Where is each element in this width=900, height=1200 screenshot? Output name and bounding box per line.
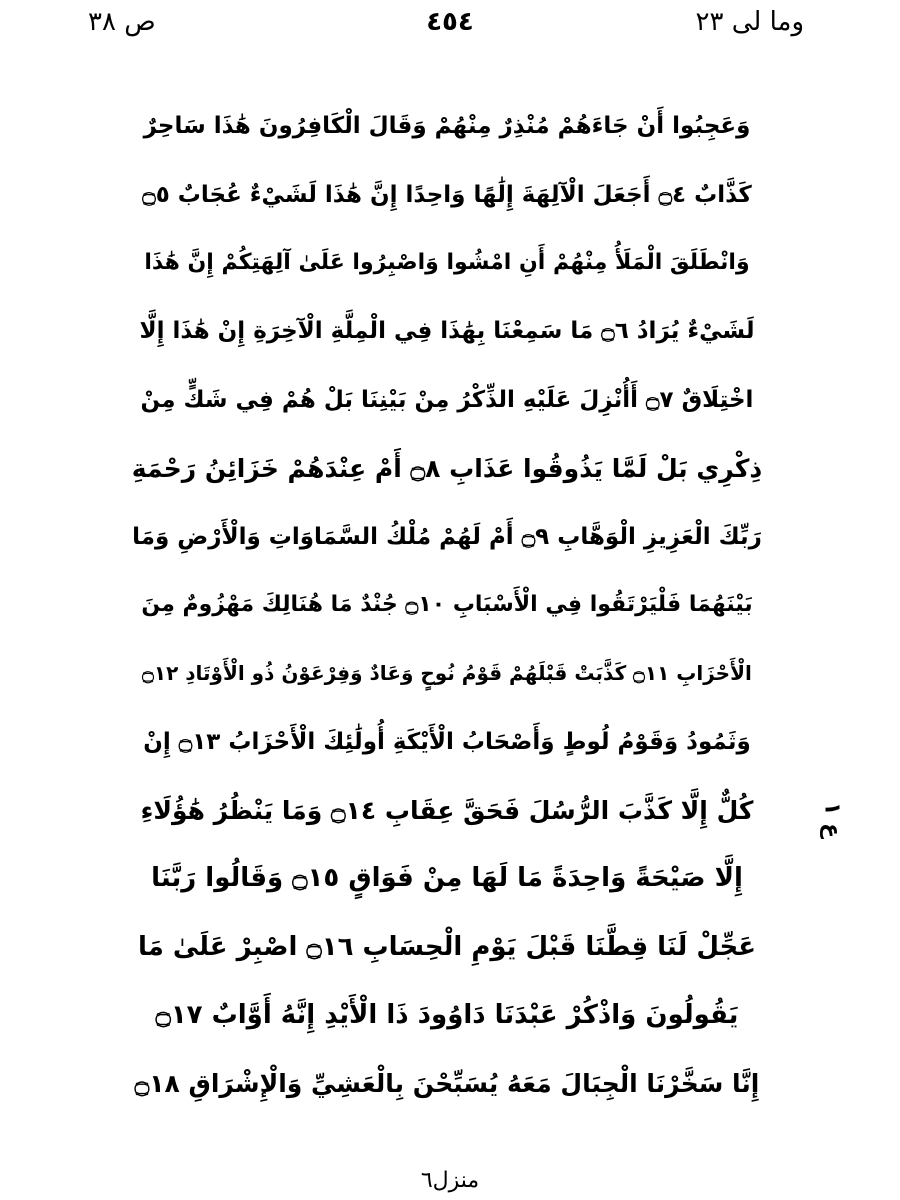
- manzil-footer: منزل٦: [420, 1168, 480, 1193]
- page-number: ٤٥٤: [426, 7, 474, 37]
- para-reference: وما لى ٢٣: [695, 7, 804, 37]
- page-header: [0, 4, 900, 44]
- verse-line: رَبِّكَ الْعَزِيزِ الْوَهَّابِ ۝٩ أَمْ لَهُمْ مُلْكُ السَّمَاوَاتِ وَالْأَرْضِ وَمَا: [132, 523, 762, 550]
- verse-line: كُلٌّ إِلَّا كَذَّبَ الرُّسُلَ فَحَقَّ عِقَابِ ۝١٤ وَمَا يَنْظُرُ هَٰؤُلَاءِ: [140, 795, 754, 825]
- verse-line: الْأَحْزَابِ ۝١١ كَذَّبَتْ قَبْلَهُمْ قَوْمُ نُوحٍ وَعَادٌ وَفِرْعَوْنُ ذُو الْأَوْتَادِ ۝١٢: [142, 661, 752, 686]
- verse-line: وَانْطَلَقَ الْمَلَأُ مِنْهُمْ أَنِ امْشُوا وَاصْبِرُوا عَلَىٰ آلِهَتِكُمْ إِنَّ هَٰذَا: [144, 250, 750, 276]
- verse-line: اخْتِلَاقٌ ۝٧ أَأُنْزِلَ عَلَيْهِ الذِّكْرُ مِنْ بَيْنِنَا بَلْ هُمْ فِي شَكٍّ مِنْ: [140, 386, 754, 413]
- verse-line: كَذَّابٌ ۝٤ أَجَعَلَ الْآلِهَةَ إِلَٰهًا وَاحِدًا إِنَّ هَٰذَا لَشَيْءٌ عُجَابٌ ۝٥: [142, 181, 752, 208]
- verse-line: عَجِّلْ لَنَا قِطَّنَا قَبْلَ يَوْمِ الْحِسَابِ ۝١٦ اصْبِرْ عَلَىٰ مَا: [137, 931, 757, 962]
- verse-line: إِلَّا صَيْحَةً وَاحِدَةً مَا لَهَا مِنْ فَوَاقٍ ۝١٥ وَقَالُوا رَبَّنَا: [151, 863, 743, 894]
- ruku-marker: ع ١: [819, 801, 845, 839]
- verse-line: يَقُولُونَ وَاذْكُرْ عَبْدَنَا دَاوُودَ ذَا الْأَيْدِ إِنَّهُ أَوَّابٌ ۝١٧: [155, 1000, 739, 1031]
- verse-line: وَعَجِبُوا أَنْ جَاءَهُمْ مُنْذِرٌ مِنْهُمْ وَقَالَ الْكَافِرُونَ هَٰذَا سَاحِرٌ: [143, 113, 751, 140]
- verse-text-block: [132, 92, 762, 1118]
- verse-line: إِنَّا سَخَّرْنَا الْجِبَالَ مَعَهُ يُسَبِّحْنَ بِالْعَشِيِّ وَالْإِشْرَاقِ ۝١٨: [134, 1069, 760, 1099]
- surah-reference: ص ٣٨: [88, 7, 156, 37]
- verse-line: لَشَيْءٌ يُرَادُ ۝٦ مَا سَمِعْنَا بِهَٰذَا فِي الْمِلَّةِ الْآخِرَةِ إِنْ هَٰذَا إِلَّا: [139, 318, 755, 345]
- verse-line: بَيْنَهُمَا فَلْيَرْتَقُوا فِي الْأَسْبَابِ ۝١٠ جُنْدٌ مَا هُنَالِكَ مَهْزُومٌ مِنَ: [141, 592, 753, 618]
- verse-line: ذِكْرِي بَلْ لَمَّا يَذُوقُوا عَذَابِ ۝٨ أَمْ عِنْدَهُمْ خَزَائِنُ رَحْمَةِ: [132, 453, 762, 483]
- verse-line: وَثَمُودُ وَقَوْمُ لُوطٍ وَأَصْحَابُ الْأَيْكَةِ أُولَٰئِكَ الْأَحْزَابُ ۝١٣ إِنْ: [143, 728, 751, 755]
